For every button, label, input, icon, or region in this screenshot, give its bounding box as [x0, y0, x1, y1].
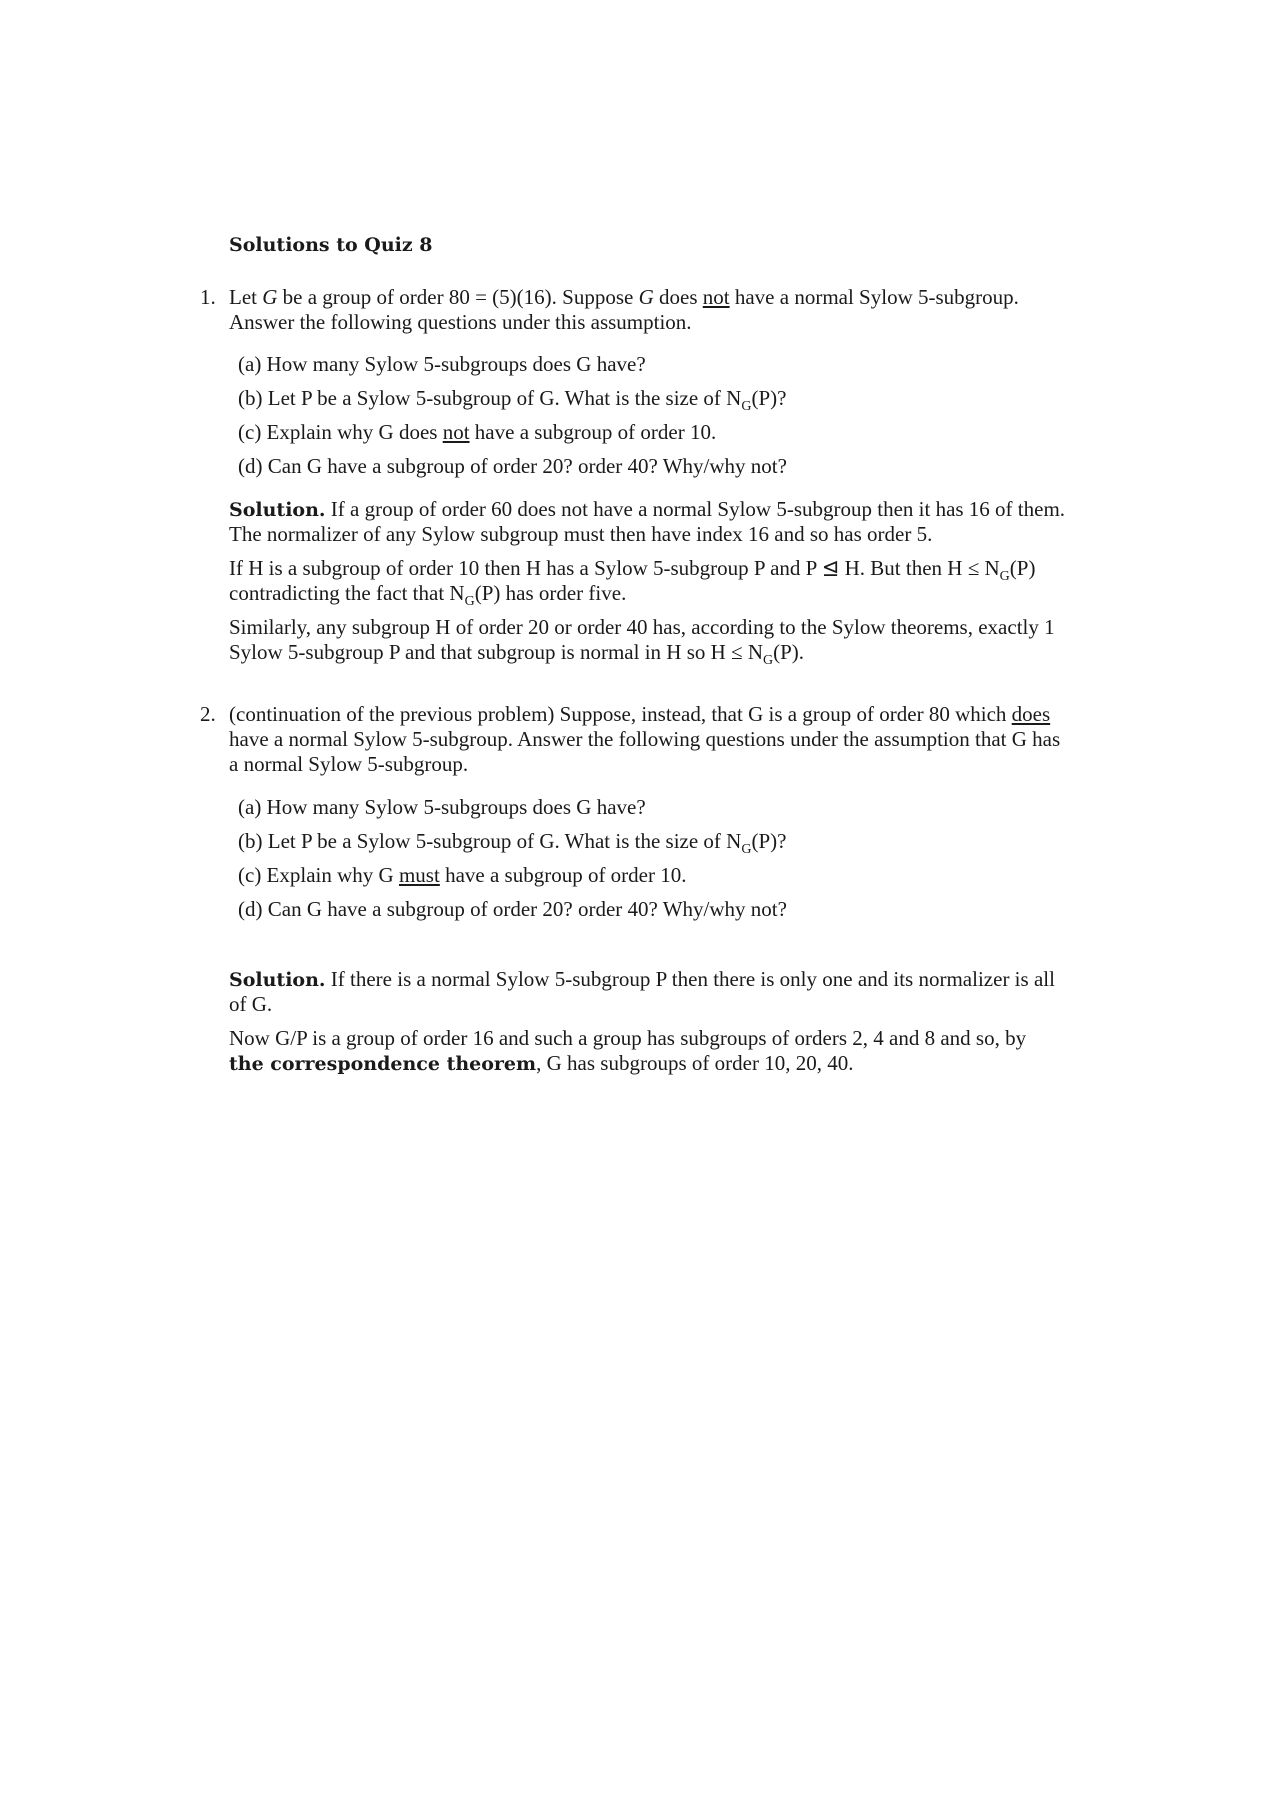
problem-1-number: 1. — [200, 285, 216, 309]
text: (P)? — [751, 829, 787, 853]
problem-1-item-c — [238, 419, 716, 445]
text: (P) has order five. — [474, 581, 627, 605]
problem-1-intro-line-1 — [229, 284, 1019, 310]
subscript: G — [762, 653, 774, 669]
text: (c) Explain why G does — [238, 420, 443, 444]
solution-label: Solution. — [229, 499, 326, 521]
subscript: G — [741, 842, 752, 858]
problem-2-solution-line-3: Now G/P is a group of order 16 and such a group has subgroups of orders 2, 4 and 8 and so, by — [229, 1026, 1027, 1050]
text: (b) Let P be a Sylow 5-subgroup of G. What is the size of N — [238, 829, 742, 853]
math-G: G — [638, 285, 654, 309]
text: (P)? — [751, 386, 787, 410]
underlined-must: must — [398, 863, 440, 887]
problem-1-solution-line-5: Similarly, any subgroup H of order 20 or order 40 has, according to the Sylow theorems, exactly 1 — [229, 615, 1055, 639]
text: (b) Let P be a Sylow 5-subgroup of G. What is the size of N — [238, 386, 742, 410]
problem-1-solution-line-6 — [229, 639, 804, 674]
problem-2-item-b — [238, 828, 786, 863]
problem-2-item-c — [238, 862, 687, 888]
problem-2-item-d: (d) Can G have a subgroup of order 20? order 40? Why/why not? — [238, 897, 787, 921]
text: have a normal Sylow 5-subgroup. — [729, 285, 1019, 309]
problem-1-item-a: (a) How many Sylow 5-subgroups does G have? — [238, 352, 646, 376]
problem-1-solution-line-2: The normalizer of any Sylow subgroup must then have index 16 and so has order 5. — [229, 522, 933, 546]
problem-1-solution-line-4 — [229, 580, 626, 615]
problem-1-item-d: (d) Can G have a subgroup of order 20? order 40? Why/why not? — [238, 454, 787, 478]
problem-2-solution-line-1 — [229, 966, 1055, 993]
problem-2-solution-line-2: of G. — [229, 992, 273, 1016]
text: be a group of order 80 = (5)(16). Suppose — [277, 285, 639, 309]
text: have a subgroup of order 10. — [439, 863, 687, 887]
text: (c) Explain why G — [238, 863, 399, 887]
text: contradicting the fact that N — [229, 581, 465, 605]
problem-1-solution-line-1 — [229, 496, 1065, 523]
problem-2-intro-line-2: have a normal Sylow 5-subgroup. Answer the following questions under the assumption that G has — [229, 727, 1061, 751]
problem-2-intro-line-3: a normal Sylow 5-subgroup. — [229, 752, 469, 776]
math-G: G — [262, 285, 278, 309]
subscript: G — [464, 594, 475, 610]
text: Sylow 5-subgroup P and that subgroup is normal in H so H ≤ N — [229, 640, 763, 664]
text: have a subgroup of order 10. — [469, 420, 717, 444]
text: Let — [229, 285, 263, 309]
problem-2-intro-line-1 — [229, 701, 1050, 727]
problem-2-solution-line-4 — [229, 1050, 853, 1077]
problem-2-item-a: (a) How many Sylow 5-subgroups does G have? — [238, 795, 646, 819]
solution-label: Solution. — [229, 969, 326, 991]
text: , G has subgroups of order 10, 20, 40. — [536, 1051, 854, 1075]
subscript: G — [999, 569, 1010, 585]
text: If H is a subgroup of order 10 then H has a Sylow 5-subgroup P and P ⊴ H. But then H ≤ N — [229, 556, 1000, 580]
bold-term: the correspondence theorem — [229, 1053, 537, 1075]
page-title: Solutions to Quiz 8 — [229, 234, 433, 256]
text: If there is a normal Sylow 5-subgroup P then there is only one and its normalizer is all — [325, 967, 1055, 991]
problem-1-intro-line-2: Answer the following questions under this assumption. — [229, 310, 692, 334]
text: (P). — [773, 640, 805, 664]
text: (P) — [1009, 556, 1036, 580]
problem-1-item-b — [238, 385, 786, 420]
problem-2-number: 2. — [200, 702, 216, 726]
subscript: G — [741, 399, 752, 415]
text: does — [653, 285, 703, 309]
text: If a group of order 60 does not have a normal Sylow 5-subgroup then it has 16 of them. — [325, 497, 1066, 521]
underlined-not: not — [702, 285, 730, 309]
underlined-does: does — [1011, 702, 1051, 726]
text: (continuation of the previous problem) Suppose, instead, that G is a group of order 80 which — [229, 702, 1012, 726]
underlined-not: not — [442, 420, 470, 444]
